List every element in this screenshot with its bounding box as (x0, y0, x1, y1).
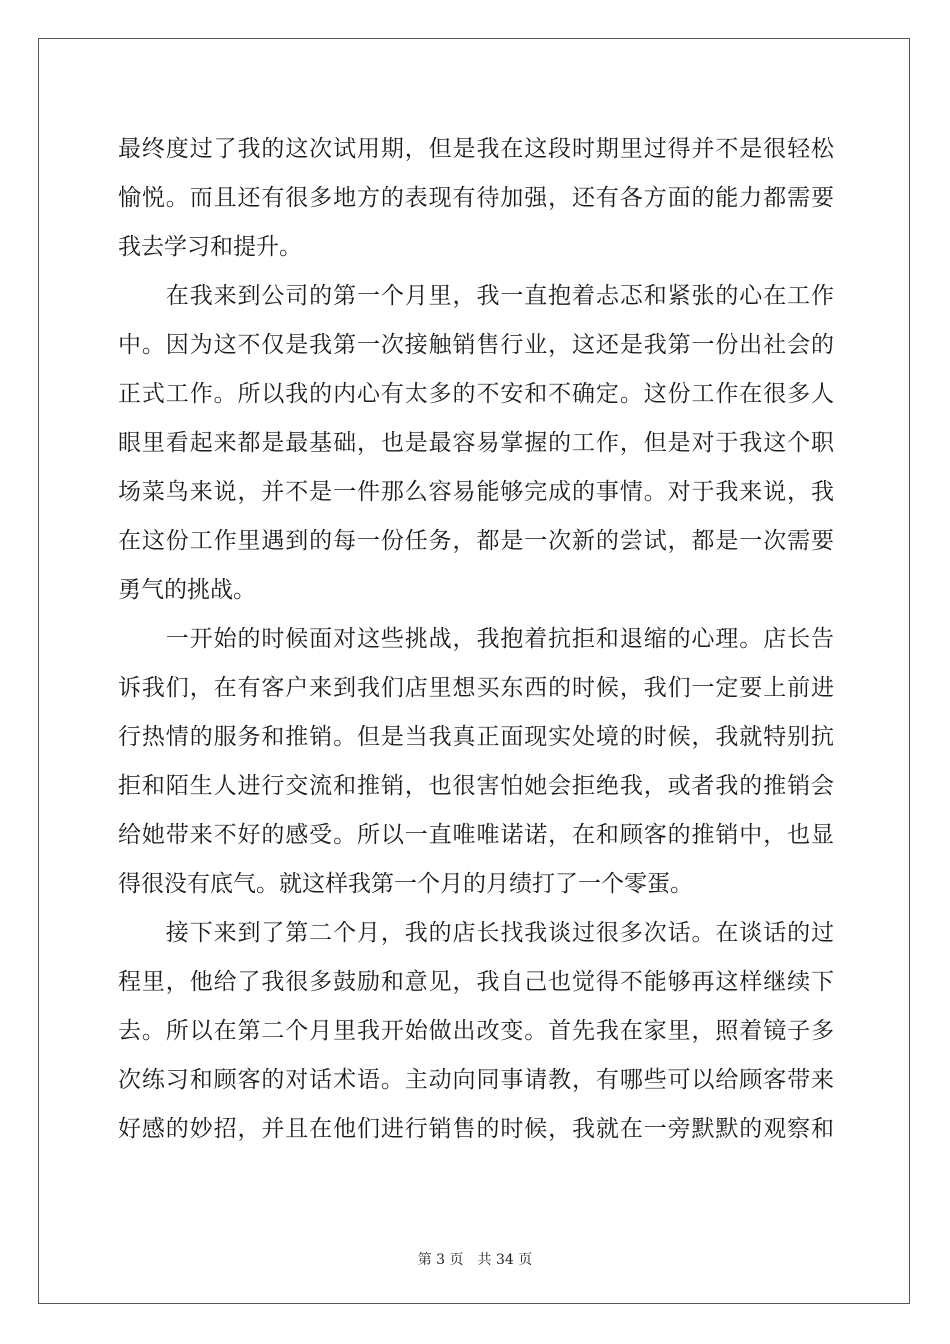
text-line: 最终度过了我的这次试用期，但是我在这段时期里过得并不是很轻松 (118, 136, 834, 162)
text-line: 我去学习和提升。 (118, 234, 302, 260)
text-line: 次练习和顾客的对话术语。主动向同事请教，有哪些可以给顾客带来 (118, 1067, 834, 1093)
text-line: 得很没有底气。就这样我第一个月的月绩打了一个零蛋。 (118, 871, 693, 897)
text-line: 程里，他给了我很多鼓励和意见，我自己也觉得不能够再这样继续下 (118, 969, 834, 995)
text-line: 勇气的挑战。 (118, 577, 256, 603)
text-line: 拒和陌生人进行交流和推销，也很害怕她会拒绝我，或者我的推销会 (118, 773, 834, 799)
text-line: 去。所以在第二个月里我开始做出改变。首先我在家里，照着镜子多 (118, 1018, 834, 1044)
text-line: 行热情的服务和推销。但是当我真正面现实处境的时候，我就特别抗 (118, 724, 834, 750)
text-line: 好感的妙招，并且在他们进行销售的时候，我就在一旁默默的观察和 (118, 1116, 834, 1142)
text-line: 正式工作。所以我的内心有太多的不安和不确定。这份工作在很多人 (118, 381, 834, 407)
text-line: 诉我们，在有客户来到我们店里想买东西的时候，我们一定要上前进 (118, 675, 834, 701)
page-footer (0, 1249, 950, 1269)
text-line: 在这份工作里遇到的每一份任务，都是一次新的尝试，都是一次需要 (118, 528, 834, 554)
page-number: 第 3 页 共 34 页 (417, 1252, 533, 1268)
text-line: 中。因为这不仅是我第一次接触销售行业，这还是我第一份出社会的 (118, 332, 834, 358)
text-line: 愉悦。而且还有很多地方的表现有待加强，还有各方面的能力都需要 (118, 185, 834, 211)
text-line: 在我来到公司的第一个月里，我一直抱着忐忑和紧张的心在工作 (118, 283, 834, 309)
document-body (118, 125, 834, 1154)
text-line: 给她带来不好的感受。所以一直唯唯诺诺，在和顾客的推销中，也显 (118, 822, 834, 848)
text-line: 一开始的时候面对这些挑战，我抱着抗拒和退缩的心理。店长告 (118, 626, 834, 652)
text-line: 眼里看起来都是最基础，也是最容易掌握的工作，但是对于我这个职 (118, 430, 834, 456)
text-line: 接下来到了第二个月，我的店长找我谈过很多次话。在谈话的过 (118, 920, 834, 946)
text-line: 场菜鸟来说，并不是一件那么容易能够完成的事情。对于我来说，我 (118, 479, 834, 505)
